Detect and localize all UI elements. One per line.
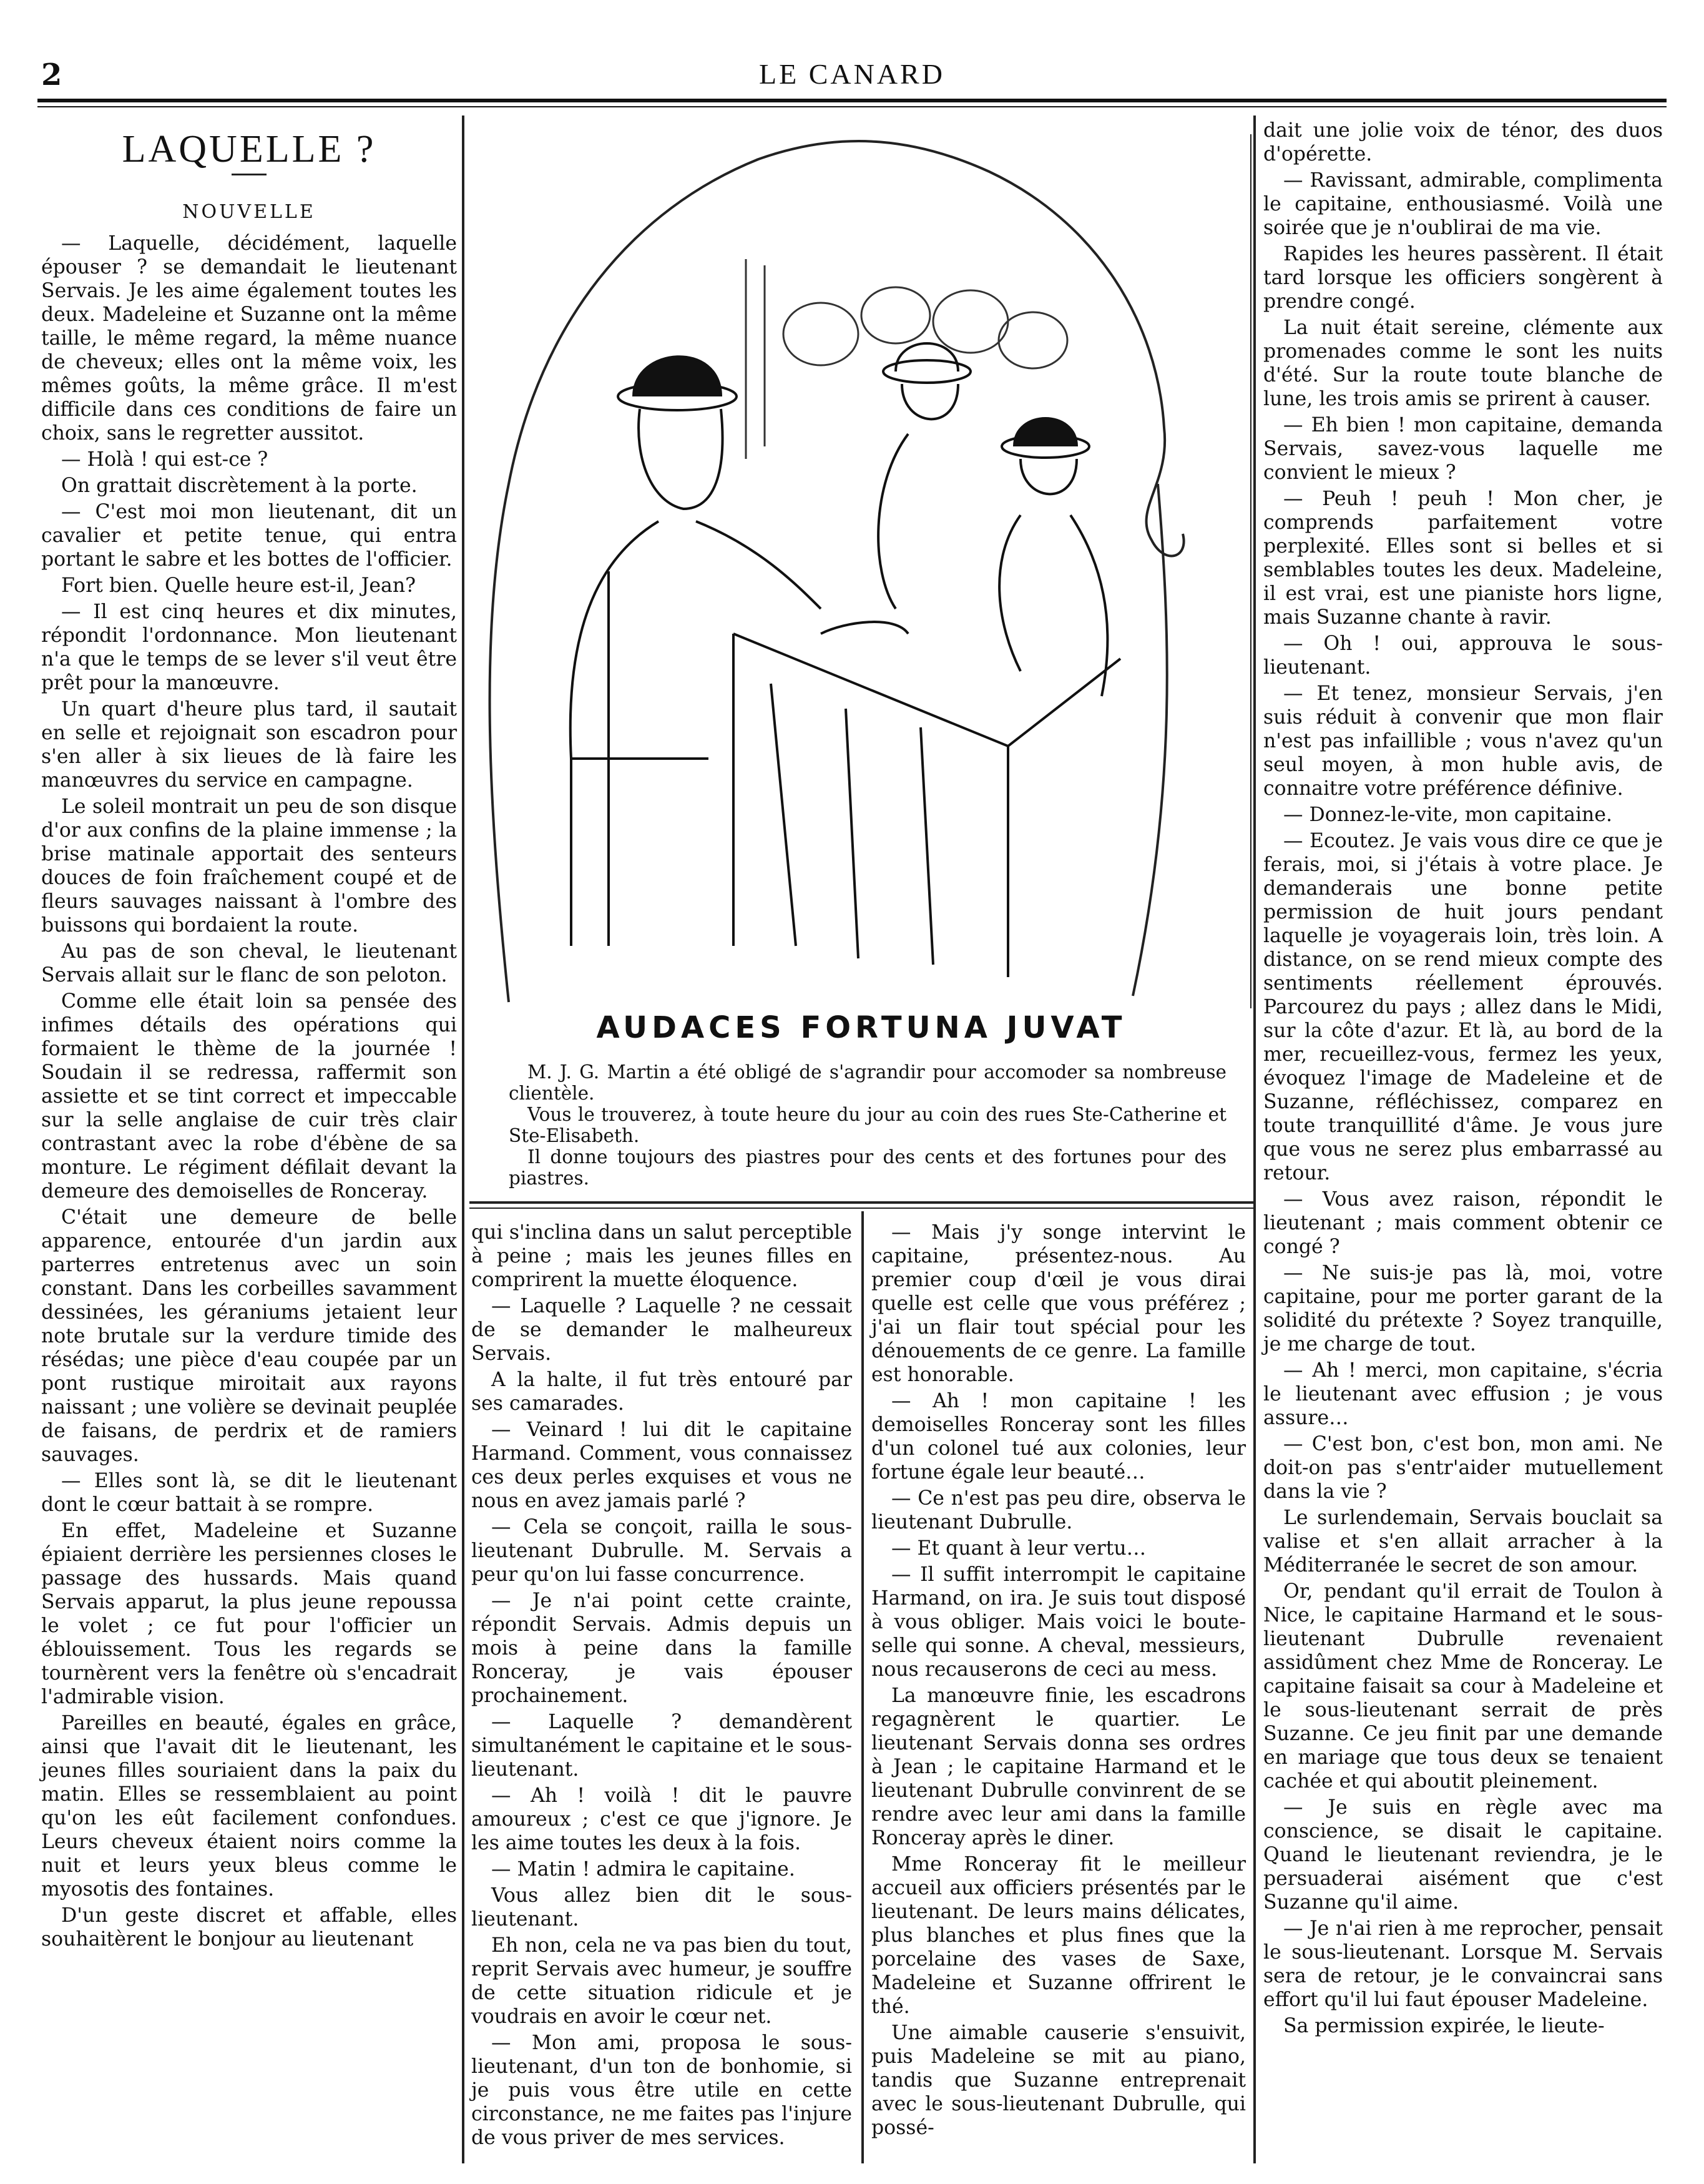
header-rule-thin (37, 106, 1667, 107)
header-rule-thick (37, 99, 1667, 102)
paragraph: Une aimable causerie s'ensuivit, puis Madeleine se mit au piano, tandis que Suzanne entreprenait avec le sous-lieutenant Dubrulle, qui possé- (871, 2022, 1246, 2139)
paragraph: — Eh bien ! mon capitaine, demanda Servais, savez-vous laquelle me convient le mieux ? (1263, 414, 1663, 484)
paragraph: Fort bien. Quelle heure est-il, Jean? (61, 574, 416, 597)
advert-body (509, 1061, 1227, 1189)
paragraph: — C'est moi mon lieutenant, dit un cavalier et petite tenue, qui entra portant le sabre et les bottes de l'officier. (41, 501, 457, 571)
paragraph: — Ah ! merci, mon capitaine, s'écria le lieutenant avec effusion ; je vous assure… (1263, 1359, 1663, 1429)
paragraph: — Matin ! admira le capitaine. (491, 1858, 795, 1881)
column-rule-4 (1253, 116, 1256, 2163)
paragraph: — Laquelle ? demandèrent simultanément le capitaine et le sous-lieutenant. (471, 1711, 852, 1781)
column-rule-1 (462, 116, 464, 2163)
advert-box-bottom-rule-thin (469, 1208, 1253, 1209)
paragraph: — Laquelle, décidément, laquelle épouser ? se demandait le lieutenant Servais. Je les aime également toutes les deux. Madeleine et Suzanne ont la même taille, le même regard, la même nuance de cheveux; elles ont la même voix, les mêmes goûts, la même grâce. Il m'est difficile dans ces conditions de faire un choix, sans le regretter aussitot. (41, 232, 457, 445)
paragraph: — Il suffit interrompit le capitaine Harmand, on ira. Je suis tout disposé à vous obliger. Mais voici le boute-selle qui sonne. A cheval, messieurs, nous recauserons de ceci au mess. (871, 1563, 1246, 1681)
paragraph: Le soleil montrait un peu de son disque d'or aux confins de la plaine immense ; la brise matinale apportait des senteurs douces de foin fraîchement coupé et de fleurs sauvages naissant à l'ombre des buissons qui bordaient la route. (41, 795, 457, 937)
paragraph: — Veinard ! lui dit le capitaine Harmand. Comment, vous connaissez ces deux perles exquises et vous ne nous en avez jamais parlé ? (471, 1419, 852, 1512)
paragraph: On grattait discrètement à la porte. (61, 475, 418, 497)
paragraph: Comme elle était loin sa pensée des infimes détails des opérations qui formaient le thème de la journée ! Soudain il se redressa, raffermit son assiette et se tint correct et impeccable sur la selle anglaise de cuir très clair contrastant avec la robe d'ébène de sa monture. Le régiment défilait devant la demeure des demoiselles de Ronceray. (41, 990, 457, 1203)
paragraph: — Et tenez, monsieur Servais, j'en suis réduit à convenir que mon flair n'est pas infaillible ; vous n'avez qu'un seul moyen, à mon huble avis, de connaitre votre préférence définive. (1263, 682, 1663, 800)
title-divider (232, 174, 267, 175)
advert-box-bottom-rule (469, 1201, 1253, 1204)
column-1 (41, 119, 457, 1954)
paragraph: La nuit était sereine, clémente aux promenades comme le sont les nuits d'été. Sur la route toute blanche de lune, les trois amis se prirent à causer. (1263, 317, 1663, 410)
paragraph: Rapides les heures passèrent. Il était tard lorsque les officiers songèrent à prendre congé. (1263, 243, 1663, 313)
paragraph: A la halte, il fut très entouré par ses camarades. (471, 1369, 852, 1415)
paragraph: — Ce n'est pas peu dire, observa le lieutenant Dubrulle. (871, 1487, 1246, 1533)
paragraph: Au pas de son cheval, le lieutenant Servais allait sur le flanc de son peloton. (41, 940, 457, 986)
paragraph: Pareilles en beauté, égales en grâce, ainsi que l'avait dit le lieutenant, les jeunes filles souriaient dans la paix du matin. Elles se ressemblaient au point qu'on les eût facilement confondues. Leurs cheveux étaient noirs comme la nuit et leurs yeux bleus comme le myosotis des fontaines. (41, 1712, 457, 1901)
story-title: LAQUELLE ? (122, 128, 376, 170)
paragraph: — Oh ! oui, approuva le sous-lieutenant. (1263, 632, 1663, 679)
paragraph: — Donnez-le-vite, mon capitaine. (1283, 804, 1612, 826)
paragraph: dait une jolie voix de ténor, des duos d'opérette. (1263, 119, 1663, 165)
story-subtitle: NOUVELLE (182, 201, 316, 223)
column-rule-2 (861, 1211, 864, 2163)
paragraph: — Ne suis-je pas là, moi, votre capitaine, pour me porter garant de la solidité du prétexte ? Soyez tranquille, je me charge de tout. (1263, 1262, 1663, 1355)
column-3 (871, 1221, 1246, 2142)
paragraph: Vous le trouverez, à toute heure du jour au coin des rues Ste-Catherine et Ste-Elisabeth. (509, 1104, 1227, 1146)
paragraph: — Vous avez raison, répondit le lieutenant ; mais comment obtenir ce congé ? (1263, 1188, 1663, 1258)
advert-title: AUDACES FORTUNA JUVAT (596, 1010, 1127, 1045)
paragraph: D'un geste discret et affable, elles souhaitèrent le bonjour au lieutenant (41, 1904, 457, 1950)
clerk-figure (570, 357, 821, 946)
paragraph: — Je n'ai point cette crainte, répondit Servais. Admis depuis un mois à peine dans la famille Ronceray, je vais épouser prochainement. (471, 1590, 852, 1707)
paragraph: — Ecoutez. Je vais vous dire ce que je ferais, moi, si j'étais à votre place. Je demanderais une bonne petite permission de huit jours pendant laquelle je voyagerais loin, très loin. A distance, on se rend mieux compte des sentiments réellement éprouvés. Parcourez du pays ; allez dans le Midi, sur la côte d'azur. Et là, au bord de la mer, recueillez-vous, fermez les yeux, évoquez l'image de Madeleine et de Suzanne, réfléchissez, comparez en toute tranquillité d'âme. Je vous jure que vous ne serez plus embarrassé au retour. (1263, 830, 1663, 1184)
paragraph: — Elles sont là, se dit le lieutenant dont le cœur battait à se rompre. (41, 1470, 457, 1516)
paragraph: Sa permission expirée, le lieute- (1283, 2015, 1605, 2037)
frame-curve-left (490, 141, 1184, 1002)
paragraph: — Ah ! mon capitaine ! les demoiselles Ronceray sont les filles d'un colonel tué aux colonies, leur fortune égale leur beauté… (871, 1390, 1246, 1483)
paragraph: Un quart d'heure plus tard, il sautait en selle et rejoignait son escadron pour s'en aller à six lieues de là faire les manœuvres du service en campagne. (41, 698, 457, 792)
paragraph: — Je suis en règle avec ma conscience, se disait le capitaine. Quand le lieutenant reviendra, je le persuaderai aisément que c'est Suzanne qu'il aime. (1263, 1796, 1663, 1914)
paragraph: — Et quant à leur vertu… (891, 1537, 1147, 1560)
paragraph: — Ah ! voilà ! dit le pauvre amoureux ; c'est ce que j'ignore. Je les aime toutes les deux à la fois. (471, 1784, 852, 1854)
shop-counter (733, 622, 1120, 977)
paragraph: — Peuh ! peuh ! Mon cher, je comprends parfaitement votre perplexité. Elles sont si belles et si semblables toutes les deux. Madeleine, il est vrai, est une pianiste hors ligne, mais Suzanne chante à ravir. (1263, 488, 1663, 629)
paragraph: — Holà ! qui est-ce ? (61, 448, 268, 471)
paragraph: Le surlendemain, Servais bouclait sa valise et s'en allait arracher à la Méditerranée le secret de son amour. (1263, 1507, 1663, 1577)
paragraph: qui s'inclina dans un salut perceptible à peine ; mais les jeunes filles en comprirent la muette éloquence. (471, 1221, 852, 1291)
paragraph: — Laquelle ? Laquelle ? ne cessait de se demander le malheureux Servais. (471, 1295, 852, 1365)
paragraph: M. J. G. Martin a été obligé de s'agrandir pour accomoder sa nombreuse clientèle. (509, 1061, 1227, 1104)
column-4 (1263, 119, 1663, 2040)
paragraph: Il donne toujours des piastres pour des cents et des fortunes pour des piastres. (509, 1146, 1227, 1189)
paragraph: La manœuvre finie, les escadrons regagnèrent le quartier. Le lieutenant Servais donna ses ordres à Jean ; le capitaine Harmand et le lieutenant Dubrulle convinrent de se rendre avec leur ami dans la famille Ronceray après le diner. (871, 1685, 1246, 1849)
paragraph: En effet, Madeleine et Suzanne épiaient derrière les persiennes closes le passage des hussards. Mais quand Servais apparut, la plus jeune repoussa le volet ; ce fut pour l'officier un éblouissement. Tous les regards se tournèrent vers la fenêtre où s'encadrait l'admirable vision. (41, 1520, 457, 1708)
paragraph: — Je n'ai rien à me reprocher, pensait le sous-lieutenant. Lorsque M. Servais sera de retour, je le convaincrai sans effort qu'il lui faut épouser Madeleine. (1263, 1917, 1663, 2011)
paragraph: Eh non, cela ne va pas bien du tout, reprit Servais avec humeur, je souffre de cette situation ridicule et je voudrais en avoir le cœur net. (471, 1934, 852, 2028)
paragraph: — C'est bon, c'est bon, mon ami. Ne doit-on pas s'entr'aider mutuellement dans la vie ? (1263, 1433, 1663, 1503)
paragraph: — Mon ami, proposa le sous-lieutenant, d'un ton de bonhomie, si je puis vous être utile en cette circonstance, ne me faites pas l'injure de vous priver de mes services. (471, 2032, 852, 2149)
paragraph: — Cela se conçoit, railla le sous-lieutenant Dubrulle. M. Servais a peur qu'on lui fasse concurrence. (471, 1516, 852, 1586)
column-2 (471, 1221, 852, 2152)
paragraph: — Ravissant, admirable, complimenta le capitaine, enthousiasmé. Voilà une soirée que je n'oublirai de ma vie. (1263, 169, 1663, 239)
paragraph: Vous allez bien dit le sous-lieutenant. (471, 1884, 852, 1931)
shop-counter-illustration (471, 134, 1251, 1008)
paragraph: — Mais j'y songe intervint le capitaine, présentez-nous. Au premier coup d'œil je vous dirai quelle est celle que vous préférez ; j'ai un flair tout spécial pour les dénouements de ce genre. La famille est honorable. (871, 1221, 1246, 1386)
paragraph: Or, pendant qu'il errait de Toulon à Nice, le capitaine Harmand et le sous-lieutenant Dubrulle revenaient assidûment chez Mme de Ronceray. Le capitaine faisait sa cour à Madeleine et le sous-lieutenant serrait de près Suzanne. Ce jeu finit par une demande en mariage que tous deux se tenaient cachée et qui aboutit pleinement. (1263, 1580, 1663, 1793)
paragraph: Mme Ronceray fit le meilleur accueil aux officiers présentés par le lieutenant. De leurs mains délicates, plus blanches et plus fines que la porcelaine des vases de Saxe, Madeleine et Suzanne offrirent le thé. (871, 1853, 1246, 2018)
paragraph: C'était une demeure de belle apparence, entourée d'un jardin aux parterres entretenus avec un soin constant. Dans les corbeilles savamment dessinées, les géraniums jetaient leur note brutale sur la verdure timide des résédas; une pièce d'eau coupée par un pont rustique miroitait aux rayons naissant ; une volière se devinait peuplée de faisans, de perdrix et de ramiers sauvages. (41, 1206, 457, 1466)
customer-figures (878, 343, 1107, 696)
paragraph: — Il est cinq heures et dix minutes, répondit l'ordonnance. Mon lieutenant n'a que le temps de se lever s'il veut être prêt pour la manœuvre. (41, 601, 457, 694)
newspaper-name: LE CANARD (759, 58, 945, 90)
page-number: 2 (41, 57, 62, 92)
column-1-paragraphs (41, 232, 457, 1951)
frame-curve-right (1133, 484, 1167, 996)
